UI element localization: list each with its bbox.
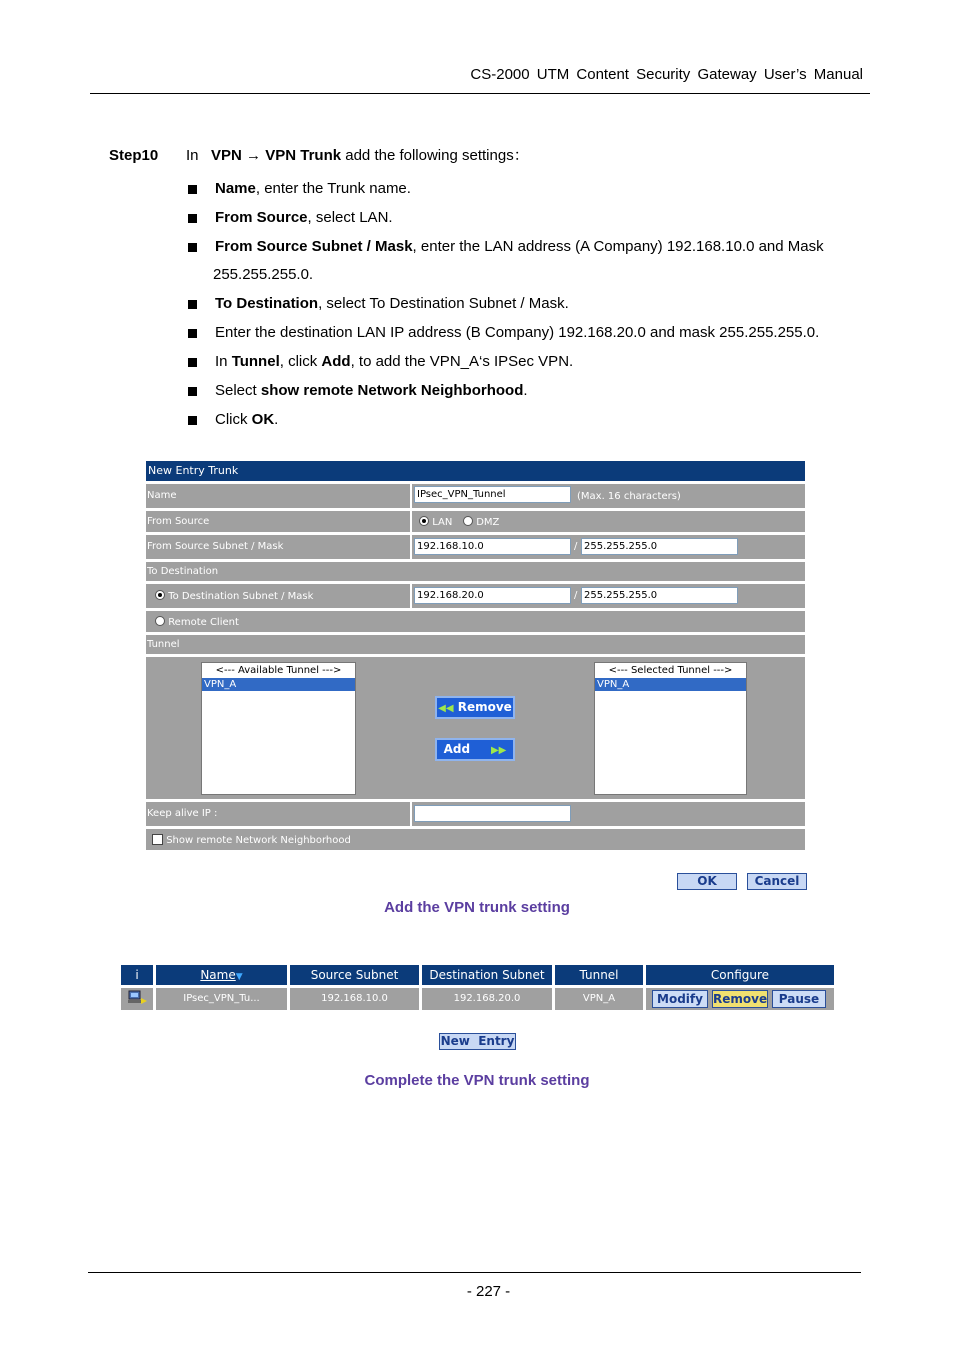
dmz-radio[interactable]: DMZ	[463, 516, 499, 528]
remove-entry-button[interactable]: Remove	[713, 992, 768, 1006]
tunnel-row	[146, 635, 805, 654]
tunnel-label: Tunnel	[147, 639, 180, 650]
name-label: Name	[147, 490, 177, 501]
source-subnet-row	[146, 535, 805, 559]
new-entry-button[interactable]: New Entry	[440, 1034, 515, 1048]
keepalive-label: Keep alive IP :	[147, 808, 218, 819]
from-source-row	[146, 511, 805, 532]
slash-separator: /	[574, 590, 578, 601]
from-source-label: From Source	[147, 516, 210, 527]
show-remote-checkbox[interactable]: Show remote Network Neighborhood	[152, 834, 351, 846]
header-rule	[90, 93, 870, 94]
add-button[interactable]: Add ▶▶	[435, 738, 515, 761]
dest-subnet-row	[146, 584, 805, 608]
bullet-item: From Source Subnet / Mask, enter the LAN address (A Company) 192.168.10.0 and Mask	[215, 237, 824, 257]
dest-subnet-radio[interactable]: To Destination Subnet / Mask	[155, 590, 313, 602]
modify-button[interactable]: Modify	[652, 990, 708, 1008]
double-right-arrow-icon: ▶▶	[490, 745, 507, 756]
col-header-tunnel: Tunnel	[555, 965, 643, 985]
bullet-continuation: 255.255.255.0.	[213, 266, 314, 283]
lan-radio[interactable]: LAN	[419, 516, 452, 528]
tunnel-selector	[146, 657, 805, 799]
available-tunnel-item[interactable]: VPN_A	[202, 678, 355, 691]
row-destination-cell: 192.168.20.0	[422, 988, 552, 1010]
bullet-item: To Destination, select To Destination Subnet / Mask.	[215, 294, 569, 314]
slash-separator: /	[574, 541, 578, 552]
selected-tunnel-header: <--- Selected Tunnel --->	[608, 665, 733, 676]
bullet-item: Enter the destination LAN IP address (B Company) 192.168.20.0 and mask 255.255.255.0.	[215, 323, 819, 343]
remote-client-row	[146, 611, 805, 632]
sort-down-icon: ▼	[235, 972, 243, 982]
to-destination-label: To Destination	[147, 566, 219, 577]
source-mask-input[interactable]: 255.255.255.0	[581, 538, 738, 555]
step-label: Step10	[109, 147, 159, 164]
step-text: In VPN → VPN Trunk add the following settings：	[186, 147, 529, 164]
source-subnet-label: From Source Subnet / Mask	[147, 541, 284, 552]
bullet-item: From Source, select LAN.	[215, 208, 393, 228]
available-tunnel-header: <--- Available Tunnel --->	[215, 665, 342, 676]
footer-rule	[88, 1272, 861, 1273]
double-left-arrow-icon: ◀◀	[438, 703, 454, 714]
selected-tunnel-item[interactable]: VPN_A	[595, 678, 746, 691]
row-source-cell: 192.168.10.0	[290, 988, 419, 1010]
bullet-item: Click OK.	[215, 410, 278, 430]
available-tunnel-list[interactable]	[201, 662, 356, 795]
row-name-cell: IPsec_VPN_Tu...	[156, 988, 287, 1010]
keepalive-row	[146, 802, 805, 826]
form-title: New Entry Trunk	[148, 464, 239, 477]
name-row	[146, 484, 805, 508]
remote-client-radio[interactable]: Remote Client	[155, 616, 239, 628]
page-number: - 227 -	[466, 1283, 511, 1300]
keepalive-input[interactable]	[414, 805, 571, 822]
bullet-item: Name, enter the Trunk name.	[215, 179, 411, 199]
dest-mask-input[interactable]: 255.255.255.0	[581, 587, 738, 604]
col-header-name[interactable]: Name▼	[156, 965, 287, 985]
remove-button[interactable]: ◀◀ Remove	[435, 696, 515, 719]
page-header: CS-2000 UTM Content Security Gateway User’s Manual	[470, 66, 863, 83]
pause-button[interactable]: Pause	[772, 990, 826, 1008]
row-tunnel-cell: VPN_A	[555, 988, 643, 1010]
col-header-source: Source Subnet	[290, 965, 419, 985]
to-destination-row	[146, 562, 805, 581]
source-subnet-input[interactable]: 192.168.10.0	[414, 538, 571, 555]
bullet-item: In Tunnel, click Add, to add the VPN_A‘s IPSec VPN.	[215, 352, 573, 372]
row-icon-cell	[121, 988, 153, 1010]
show-remote-row	[146, 829, 805, 850]
dest-subnet-input[interactable]: 192.168.20.0	[414, 587, 571, 604]
col-header-info: i	[121, 965, 153, 985]
selected-tunnel-list[interactable]	[594, 662, 747, 795]
col-header-destination: Destination Subnet	[422, 965, 552, 985]
computer-network-icon	[126, 989, 148, 1007]
bullet-item: Select show remote Network Neighborhood.	[215, 381, 528, 401]
figure-caption-1: Add the VPN trunk setting	[384, 899, 570, 916]
name-hint: (Max. 16 characters)	[577, 491, 681, 502]
name-input[interactable]: IPsec_VPN_Tunnel	[414, 486, 571, 503]
form-title-bar	[146, 461, 805, 481]
figure-caption-2: Complete the VPN trunk setting	[364, 1072, 590, 1089]
col-header-configure: Configure	[646, 965, 834, 985]
cancel-button[interactable]: Cancel	[747, 873, 807, 890]
ok-button[interactable]: OK	[677, 873, 737, 890]
